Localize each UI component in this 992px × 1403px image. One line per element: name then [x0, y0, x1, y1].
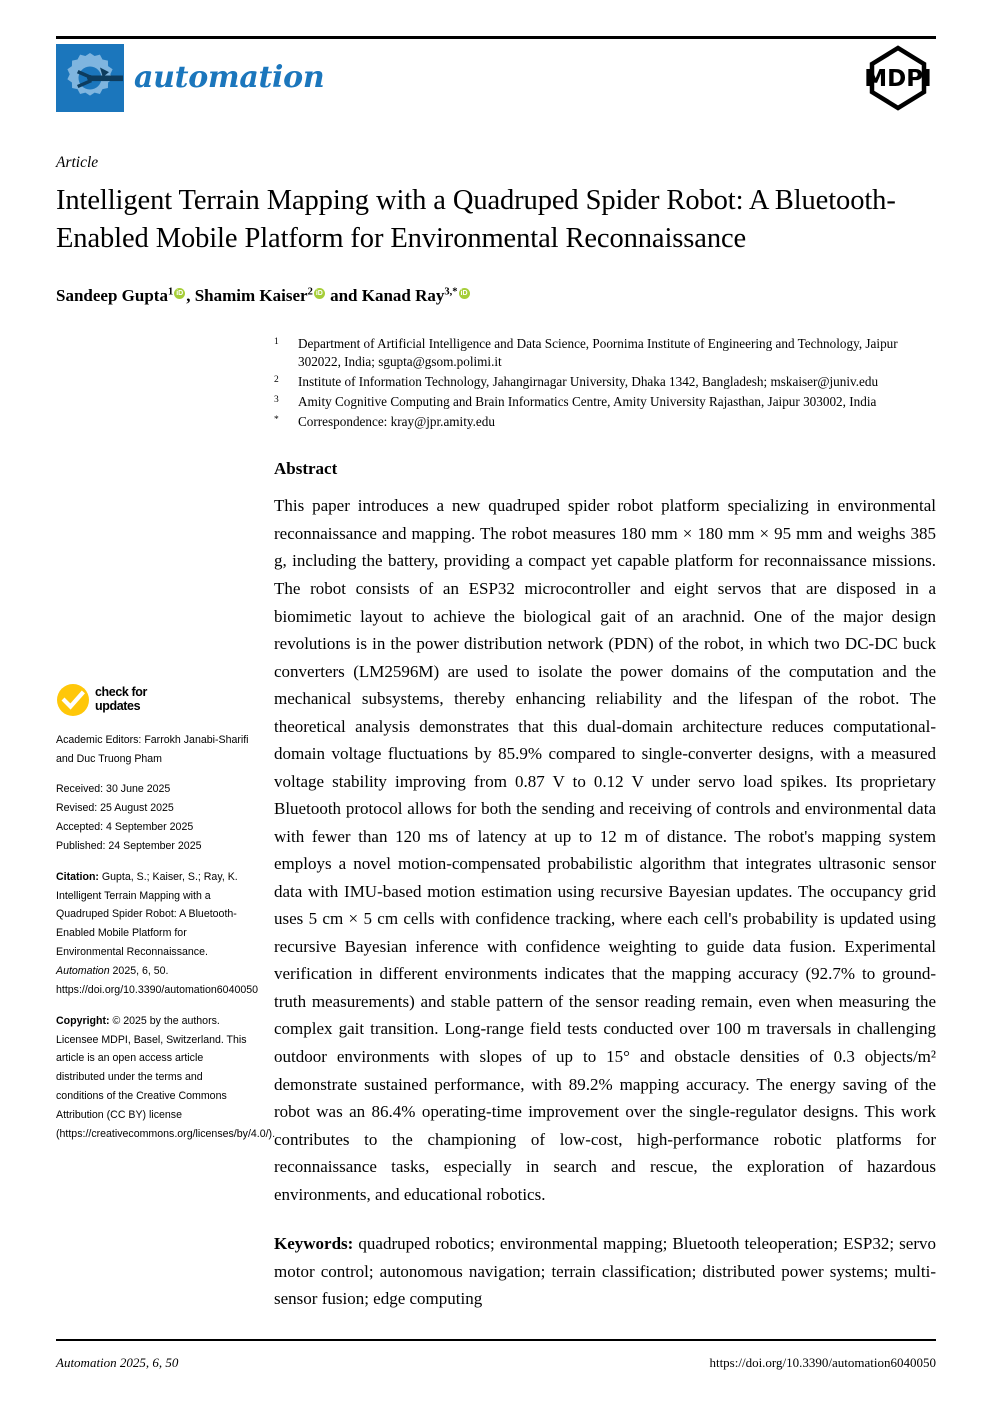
copyright-label: Copyright:: [56, 1014, 110, 1027]
gear-connector-icon: [56, 44, 124, 112]
mdpi-hexagon-icon[interactable]: [860, 42, 936, 114]
author-affil-marker-2: 2: [307, 286, 313, 298]
citation-issue[interactable]: 2025, 6, 50. https://doi.org/10.3390/automation6040050: [56, 965, 259, 996]
correspondence-text: Correspondence: kray@jpr.amity.edu: [298, 413, 495, 429]
affiliation-marker: 1: [274, 336, 279, 347]
masthead: [56, 36, 936, 128]
check-for-updates-label: [95, 686, 147, 713]
author-separator-1: ,: [186, 286, 191, 306]
citation-block: [56, 868, 259, 1000]
author-name-1: Sandeep Gupta: [56, 286, 168, 306]
author-name-2: Shamim Kaiser: [194, 286, 308, 306]
abstract-text: This paper introduces a new quadruped spider robot platform specializing in environmental reconnaissance and mapping. The robot measures 180 mm × 180 mm × 95 mm and weighs 385 g, including the battery, providing a compact yet capable platform for reconnaissance missions. The robot consists of an ESP32 microcontroller and eight servos that are disposed in a biomimetic layout to achieve the biological gait of an arachnid. One of the major design revolutions is in the power distribution network (PDN) of the robot, in which two DC-DC buck converters (LM2596M) are used to isolate the power domains of the computation and the mechanical subsystems, thereby enhancing reliability and the lifespan of the robot. The theoretical analysis demonstrates that this dual-domain architecture reduces computational-domain voltage fluctuations by 85.9% compared to single-converter designs, with a measured voltage stability improving from 0.87 V to 0.12 V under servo load spikes. Its proprietary Bluetooth protocol allows for both the sending and receiving of controls and environmental data with fewer than 120 ms of latency at up to 12 m of distance. The robot's mapping system employs a novel motion-compensated probabilistic algorithm that integrates ultrasonic sensor data with IMU-based motion estimation using recursive Bayesian updates. The occupancy grid uses 5 cm × 5 cm cells with confidence tracking, where each cell's probability is updated using recursive Bayesian inference with confidence weighting to guide data fusion. Experimental verification in different environments indicates that the mapping accuracy (92.7% to ground-truth measurements) and stable pattern of the sensor reading remain, even when measuring the complex gait transition. Long-range field tests conducted over 100 m traversals in challenging outdoor environments with slopes of up to 15° and obstacle densities of 0.3 objects/m² demonstrate sustained performance, with 89.2% mapping accuracy. The energy saving of the robot was an 86.4% operating-time improvement over the single-regulator designs. This work contributes to the championing of low-cost, high-performance robotic platforms for reconnaissance tasks, especially in search and rescue, the exploration of hazardous environments, and educational robotics.: [274, 496, 936, 1204]
copyright-text: © 2025 by the authors. Licensee MDPI, Basel, Switzerland. This article is an open access article distributed under the terms and conditions of the Creative Commons Attribution (CC BY) license (https://creativecommons.org/licenses/by/4.0/).: [56, 1014, 276, 1140]
cfu-line-2: updates: [95, 698, 141, 713]
footer-citation: Automation 2025, 6, 50: [56, 1355, 179, 1370]
affiliation-item: [274, 373, 936, 392]
page-footer: [56, 1355, 936, 1371]
article-type-label: Article: [56, 154, 99, 171]
publication-dates: [56, 780, 252, 855]
keywords-label: Keywords:: [274, 1234, 354, 1254]
citation-journal: Automation: [56, 965, 110, 977]
date-revised: Revised: 25 August 2025: [56, 802, 174, 815]
orcid-icon[interactable]: [174, 288, 185, 299]
citation-label: Citation:: [56, 870, 99, 883]
affiliation-item: [274, 335, 936, 372]
date-received: Received: 30 June 2025: [56, 783, 171, 796]
affiliation-marker: 2: [274, 375, 279, 386]
affiliation-text: Institute of Information Technology, Jahangirnagar University, Dhaka 1342, Bangladesh; mskaiser@juniv.edu: [298, 374, 879, 390]
date-accepted: Accepted: 4 September 2025: [56, 821, 194, 834]
keywords-block: [274, 1230, 936, 1313]
journal-logo[interactable]: [56, 44, 324, 112]
correspondence-marker: *: [274, 414, 279, 425]
author-conjunction: and: [330, 286, 358, 306]
header-rule: [56, 36, 936, 39]
date-published: Published: 24 September 2025: [56, 839, 202, 852]
mdpi-wordmark: MDPI: [864, 66, 932, 92]
affiliation-text: Amity Cognitive Computing and Brain Informatics Centre, Amity University Rajasthan, Jaipur 303002, India: [298, 393, 877, 409]
author-name-3: Kanad Ray: [361, 286, 445, 306]
author-affil-marker-1: 1: [167, 286, 174, 298]
abstract-heading: Abstract: [274, 459, 338, 479]
body-area: [56, 335, 936, 1313]
keywords-text: quadruped robotics; environmental mapping; Bluetooth teleoperation; ESP32; servo motor control; autonomous navigation; terrain classification; distributed power systems; multi-sensor fusion; edge computing: [274, 1234, 936, 1309]
citation-text: Gupta, S.; Kaiser, S.; Ray, K. Intelligent Terrain Mapping with a Quadruped Spider Robot: A Bluetooth-Enabled Mobile Platform for Environmental Reconnaissance.: [56, 870, 238, 959]
academic-editors: Academic Editors: Farrokh Janabi-Sharifi and Duc Truong Pham: [56, 733, 249, 765]
main-column: [274, 335, 936, 1313]
sidebar-stack: [56, 683, 276, 1156]
orcid-icon[interactable]: [314, 288, 325, 299]
footer-doi-link[interactable]: https://doi.org/10.3390/automation6040050: [709, 1355, 936, 1370]
affiliation-text: Department of Artificial Intelligence and Data Science, Poornima Institute of Engineering and Technology, Jaipur 302022, India; sgupta@gsom.polimi.it: [298, 335, 898, 370]
author-list: [56, 283, 936, 309]
journal-name: automation: [134, 60, 325, 95]
check-circle-icon: [56, 683, 90, 717]
footer-rule: [56, 1339, 936, 1342]
affiliations-list: [274, 335, 936, 432]
author-affil-marker-3: 3,*: [444, 286, 458, 298]
copyright-block: [56, 1012, 276, 1144]
affiliation-marker: 3: [274, 394, 279, 405]
check-for-updates-badge[interactable]: [56, 683, 252, 717]
affiliation-item: [274, 393, 936, 412]
cfu-line-1: check for: [95, 685, 147, 700]
correspondence-item: [274, 413, 936, 432]
page-title: Intelligent Terrain Mapping with a Quadruped Spider Robot: A Bluetooth-Enabled Mobile Platform for Environmental Reconnaissance: [56, 185, 896, 254]
orcid-icon[interactable]: [459, 288, 470, 299]
